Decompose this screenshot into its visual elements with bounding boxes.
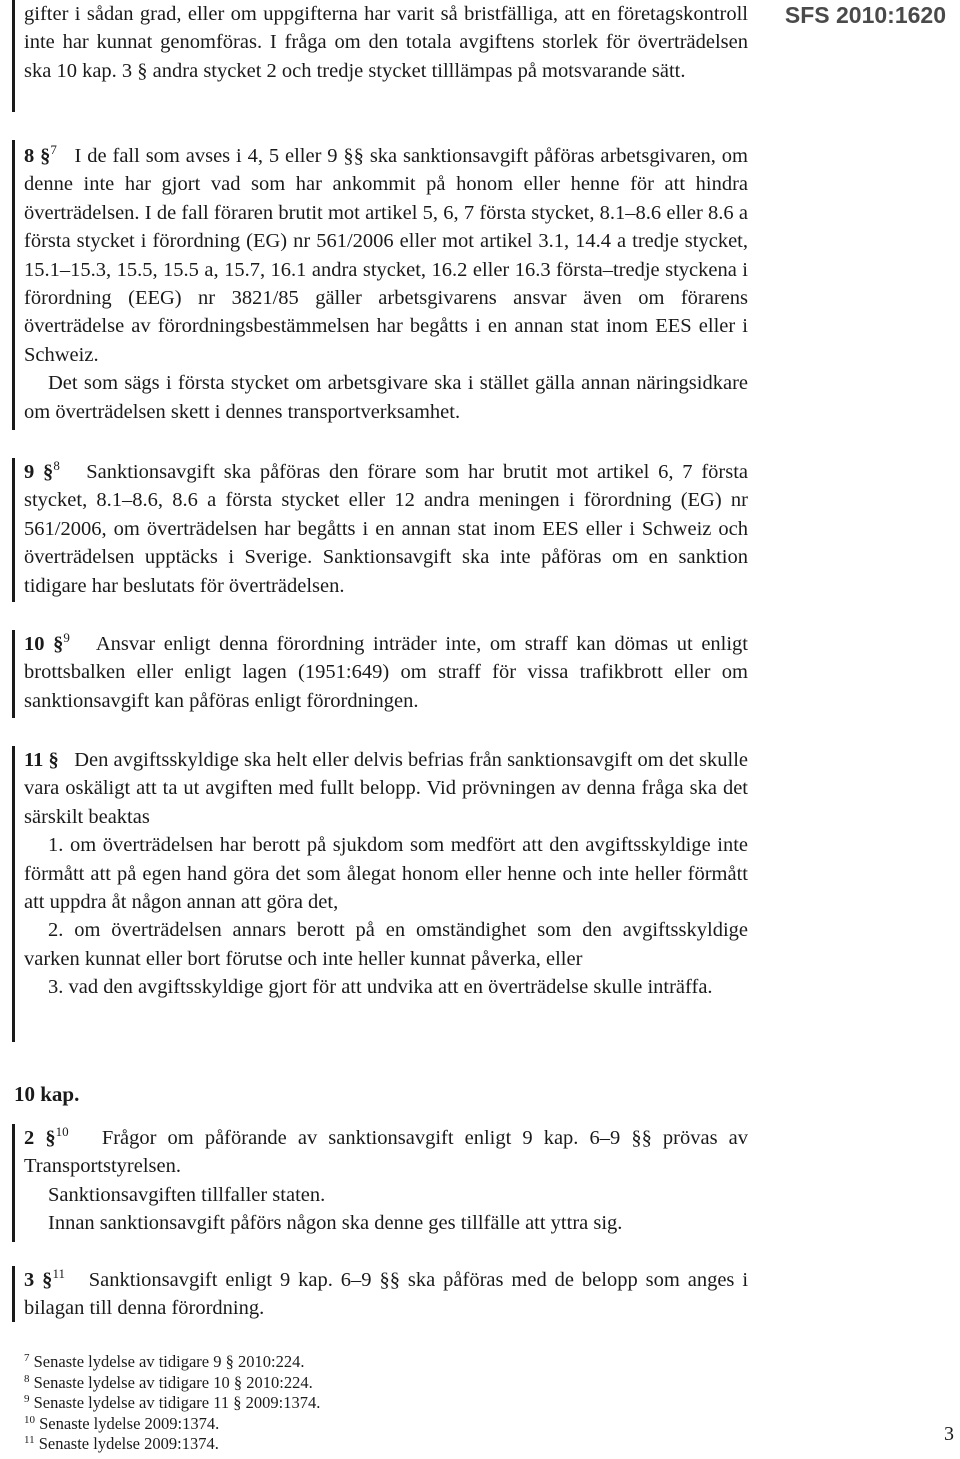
footnote-ref: 11 [52, 1266, 65, 1281]
section-8 [24, 142, 748, 426]
section-10 [24, 630, 748, 715]
section-text: Ansvar enligt denna förordning inträder inte, om straff kan dömas ut enligt brottsbalken eller enligt lagen (1951:649) om straff för vissa trafikbrott eller om sanktionsavgift kan påföras enligt förordningen. [24, 633, 749, 712]
section-text: Innan sanktionsavgift påförs någon ska denne ges tillfälle att yttra sig. [48, 1212, 623, 1235]
change-bar [12, 1266, 15, 1322]
section-2 [24, 1124, 748, 1238]
section-text: Det som sägs i första stycket om arbetsgivare ska i stället gälla annan näringsidkare om överträdelsen skett i dennes transportverksamhet. [24, 372, 748, 423]
section-text: I de fall som avses i 4, 5 eller 9 §§ ska sanktionsavgift påföras arbetsgivaren, om denne inte har gjort vad som har ankommit på honom eller henne för att hindra överträdelsen. I de fall föraren brutit mot artikel 5, 6, 7 första stycket, 8.1–8.6 eller 8.6 a första stycket i förordning (EG) nr 561/2006 eller mot artikel 3.1, 14.4 a tredje stycket, 15.1–15.3, 15.5, 15.5 a, 15.7, 16.1 andra stycket, 16.2 eller 16.3 första–tredje styckena i förordning (EEG) nr 3821/85 gäller arbetsgivarens ansvar även om förarens överträdelse av förordningsbestämmelsen har begåtts i en annan stat inom EES eller i Schweiz. [24, 145, 749, 366]
footnote-ref: 7 [50, 142, 57, 157]
section-3 [24, 1266, 748, 1323]
chapter-heading: 10 kap. [14, 1082, 80, 1106]
change-bar [12, 630, 15, 718]
list-item: 3. vad den avgiftsskyldige gjort för att undvika att en överträdelse skulle inträffa. [48, 976, 713, 999]
change-bar [12, 1124, 15, 1242]
section-number: 9 § [24, 461, 54, 483]
change-bar [12, 0, 15, 112]
section-9 [24, 458, 748, 600]
section-text: Sanktionsavgift ska påföras den förare som har brutit mot artikel 6, 7 första stycket, 8.1–8.6, 8.6 a första stycket eller 12 andra meningen i förordning (EG) nr 561/2006, om överträdelsen har begåtts i en annan stat inom EES eller i Schweiz och överträdelsen upptäcks i Sverige. Sanktionsavgift ska inte påföras om en sanktion tidigare har beslutats för överträdelsen. [24, 461, 749, 597]
footnote: $^{11}$ Senaste lydelse 2009:1374. [24, 1434, 219, 1453]
page-number: 3 [944, 1423, 954, 1445]
list-item: 1. om överträdelsen har berott på sjukdom som medfört att den avgiftsskyldige inte förmått att på egen hand göra det som ålegat honom eller henne och inte heller förmått att uppdra åt någon annan att göra det, [24, 834, 748, 914]
change-bar [12, 140, 15, 430]
section-number: 3 § [24, 1269, 53, 1291]
list-item: 2. om överträdelsen annars berott på en omständighet som den avgiftsskyldige varken kunnat eller bort förutse och inte heller kunnat påverka, eller [24, 919, 748, 970]
section-text: Den avgiftsskyldige ska helt eller delvis befrias från sanktionsavgift om det skulle vara oskäligt att ta ut avgiften med fullt belopp. Vid prövningen av denna fråga ska det särskilt beaktas [24, 749, 748, 828]
sfs-number: SFS 2010:1620 [784, 2, 946, 28]
section-number: 11 § [24, 749, 59, 771]
footnote-ref: 10 [55, 1124, 69, 1139]
section-number: 8 § [24, 145, 51, 167]
paragraph-text: gifter i sådan grad, eller om uppgifterna har varit så bristfälliga, att en företagskontroll inte har kunnat genomföras. I fråga om den totala avgiftens storlek för överträdelsen ska 10 kap. 3 § andra stycket 2 och tredje stycket tilllämpas på motsvarande sätt. [24, 3, 748, 82]
footnote: $^8$ Senaste lydelse av tidigare 10 § 2010:224. [24, 1372, 313, 1392]
continued-paragraph [24, 0, 748, 85]
footnotes [24, 1352, 320, 1455]
section-text: Sanktionsavgift enligt 9 kap. 6–9 §§ ska påföras med de belopp som anges i bilagan till denna förordning. [24, 1269, 749, 1320]
change-bar [12, 458, 15, 602]
footnote: $^9$ Senaste lydelse av tidigare 11 § 2009:1374. [24, 1393, 321, 1412]
section-text: Frågor om påförande av sanktionsavgift enligt 9 kap. 6–9 §§ prövas av Transportstyrelsen. [24, 1127, 748, 1178]
section-text: Sanktionsavgiften tillfaller staten. [48, 1183, 326, 1206]
section-number: 10 § [24, 633, 64, 655]
section-11 [24, 746, 748, 1002]
change-bar [12, 746, 15, 1042]
footnote: $^7$ Senaste lydelse av tidigare 9 § 2010:224. [24, 1352, 305, 1371]
footnote-ref: 8 [53, 458, 60, 473]
footnote-ref: 9 [63, 630, 70, 645]
footnote: $^{10}$ Senaste lydelse 2009:1374. [24, 1413, 220, 1433]
section-number: 2 § [24, 1127, 56, 1149]
